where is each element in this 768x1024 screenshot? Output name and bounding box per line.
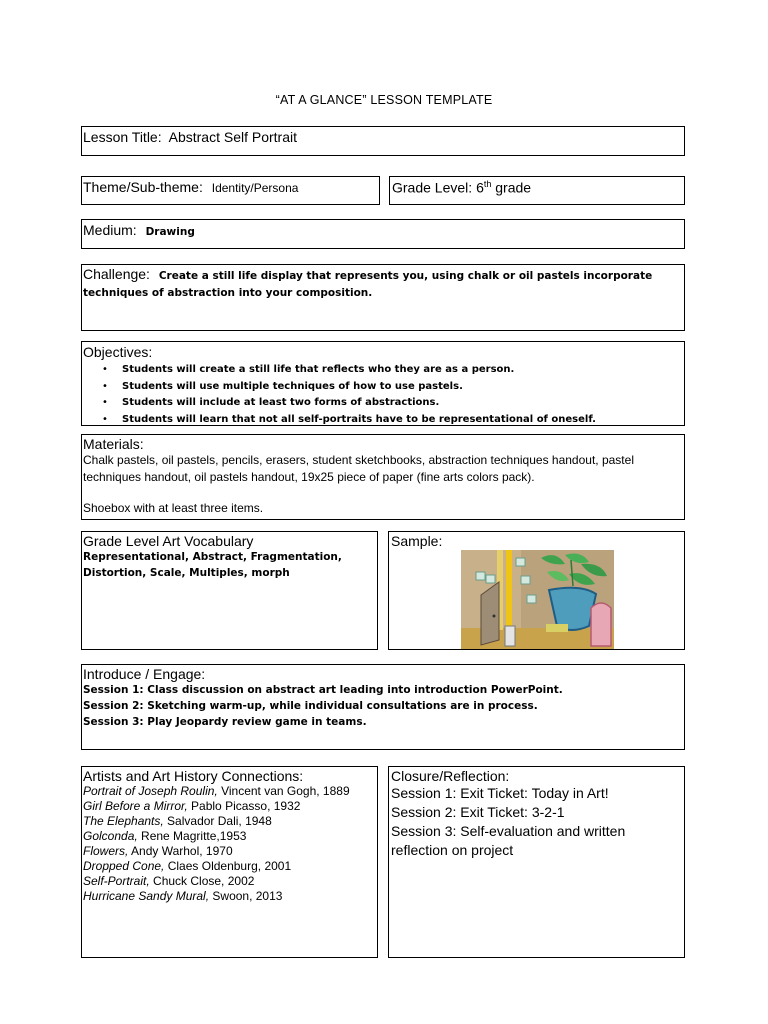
artwork-title: Flowers, xyxy=(83,844,129,858)
artist-item: Portrait of Joseph Roulin, Vincent van Gogh, 1889 xyxy=(83,784,350,798)
artist-item: Flowers, Andy Warhol, 1970 xyxy=(83,844,233,858)
closure-line: Session 3: Self-evaluation and written reflection on project xyxy=(391,823,626,858)
closure-label: Closure/Reflection: xyxy=(391,768,510,784)
objective-item: • Students will use multiple techniques of how to use pastels. xyxy=(122,379,684,396)
introduce-label: Introduce / Engage: xyxy=(83,666,206,682)
artists-box xyxy=(81,766,378,958)
artwork-title: The Elephants, xyxy=(83,814,164,828)
medium-value: Drawing xyxy=(145,226,195,238)
challenge-text: Create a still life display that represents you, using chalk or oil pastels incorporate techniques of abstraction into your composition. xyxy=(83,270,653,299)
artists-label: Artists and Art History Connections: xyxy=(83,768,304,784)
materials-label: Materials: xyxy=(83,436,144,452)
introduce-box xyxy=(81,664,685,750)
theme-box xyxy=(81,176,380,205)
sample-image xyxy=(461,550,614,649)
artist-item: The Elephants, Salvador Dali, 1948 xyxy=(83,814,272,828)
grade-level-label: Grade Level: xyxy=(392,179,473,196)
vocabulary-text: Representational, Abstract, Fragmentation, Distortion, Scale, Multiples, morph xyxy=(83,551,342,579)
objective-item: • Students will include at least two forms of abstractions. xyxy=(122,395,684,412)
closure-line: Session 2: Exit Ticket: 3-2-1 xyxy=(391,804,565,820)
sample-label: Sample: xyxy=(391,533,443,549)
artist-item: Dropped Cone, Claes Oldenburg, 2001 xyxy=(83,859,292,873)
materials-box xyxy=(81,434,685,520)
objectives-label: Objectives: xyxy=(83,344,153,360)
closure-box xyxy=(388,766,685,958)
lesson-title-value: Abstract Self Portrait xyxy=(168,129,298,145)
medium-label: Medium: xyxy=(83,222,137,238)
sample-box xyxy=(388,531,685,650)
grade-level-suffix: th xyxy=(483,179,492,189)
grade-level-unit: grade xyxy=(495,179,532,196)
artist-item: Girl Before a Mirror, Pablo Picasso, 1932 xyxy=(83,799,301,813)
artist-item: Hurricane Sandy Mural, Swoon, 2013 xyxy=(83,889,283,903)
challenge-box xyxy=(81,264,685,331)
artist-item: Golconda, Rene Magritte,1953 xyxy=(83,829,247,843)
grade-level-box xyxy=(389,176,685,205)
materials-text: Chalk pastels, oil pastels, pencils, erasers, student sketchbooks, abstraction techniques handout, pastel techniques handout, oil pastels handout, 19x25 piece of paper (fine arts colors pack). xyxy=(83,453,634,484)
artwork-title: Dropped Cone, xyxy=(83,859,165,873)
objectives-list xyxy=(82,362,684,428)
closure-line: Session 1: Exit Ticket: Today in Art! xyxy=(391,785,609,801)
objective-item: • Students will learn that not all self-portraits have to be representational of oneself. xyxy=(122,412,684,429)
lesson-title-box xyxy=(81,126,685,156)
artist-item: Self-Portrait, Chuck Close, 2002 xyxy=(83,874,255,888)
artwork-title: Portrait of Joseph Roulin, xyxy=(83,784,218,798)
introduce-session: Session 1: Class discussion on abstract art leading into introduction PowerPoint. xyxy=(83,684,563,696)
artwork-title: Hurricane Sandy Mural, xyxy=(83,889,210,903)
objectives-box xyxy=(81,341,685,426)
artwork-title: Golconda, xyxy=(83,829,138,843)
vocabulary-label: Grade Level Art Vocabulary xyxy=(83,533,254,549)
materials-extra: Shoebox with at least three items. xyxy=(83,501,264,515)
introduce-session: Session 2: Sketching warm-up, while individual consultations are in process. xyxy=(83,700,538,712)
vocabulary-box xyxy=(81,531,378,650)
theme-value: Identity/Persona xyxy=(211,181,299,195)
lesson-title-label: Lesson Title: xyxy=(83,129,162,145)
document-title: “AT A GLANCE” LESSON TEMPLATE xyxy=(275,93,493,107)
medium-box xyxy=(81,219,685,249)
objective-item: • Students will create a still life that reflects who they are as a person. xyxy=(122,362,684,379)
theme-label: Theme/Sub-theme: xyxy=(83,179,203,195)
grade-level-number: 6 xyxy=(476,179,484,196)
artwork-title: Girl Before a Mirror, xyxy=(83,799,188,813)
introduce-session: Session 3: Play Jeopardy review game in teams. xyxy=(83,716,367,728)
challenge-label: Challenge: xyxy=(83,266,150,282)
artwork-title: Self-Portrait, xyxy=(83,874,150,888)
